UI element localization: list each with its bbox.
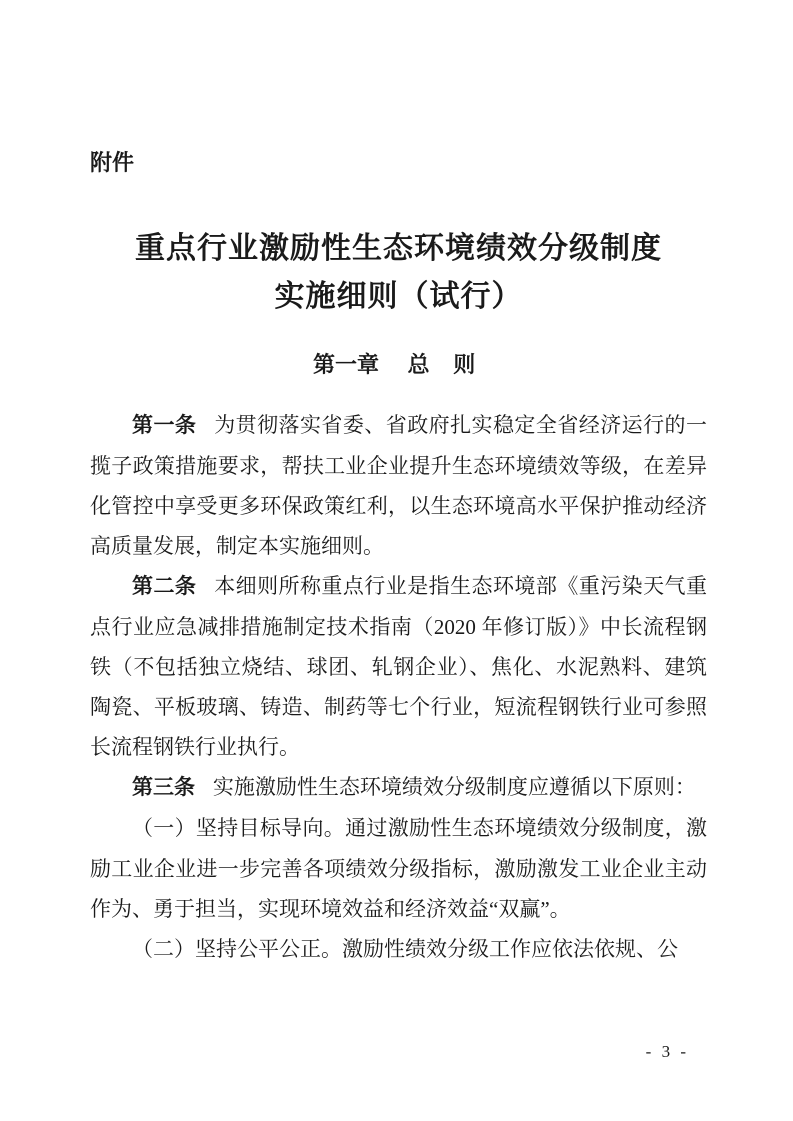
paragraph-article-3 [90, 767, 707, 808]
principle-1-text: （一）坚持目标导向。通过激励性生态环境绩效分级制度，激励工业企业进一步完善各项绩效分级指标，激励激发工业企业主动作为、勇于担当，实现环境效益和经济效益“双赢”。 [90, 816, 707, 921]
article-2-label: 第二条 [132, 575, 197, 598]
paragraph-article-1 [90, 405, 707, 566]
document-title-line2: 实施细则（试行） [274, 280, 523, 313]
document-body [90, 405, 707, 970]
paragraph-principle-2 [90, 929, 707, 970]
article-1-text: 为贯彻落实省委、省政府扎实稳定全省经济运行的一揽子政策措施要求，帮扶工业企业提升生态环境绩效等级，在差异化管控中享受更多环保政策红利，以生态环境高水平保护推动经济高质量发展，制定本实施细则。 [90, 413, 708, 558]
article-1-label: 第一条 [132, 414, 197, 437]
article-2-text: 本细则所称重点行业是指生态环境部《重污染天气重点行业应急减排措施制定技术指南（2020 年修订版）》中长流程钢铁（不包括独立烧结、球团、轧钢企业）、焦化、水泥熟料、建筑陶瓷、平板玻璃、铸造、制药等七个行业，短流程钢铁行业可参照长流程钢铁行业执行。 [90, 574, 708, 759]
paragraph-principle-1 [90, 808, 707, 929]
chapter-heading [90, 349, 707, 381]
page-number: - 3 - [645, 1042, 689, 1061]
document-title [90, 225, 707, 321]
document-title-line1: 重点行业激励性生态环境绩效分级制度 [135, 232, 662, 265]
article-3-text: 实施激励性生态环境绩效分级制度应遵循以下原则： [212, 775, 696, 799]
chapter-name: 总 则 [407, 352, 485, 377]
paragraph-article-2 [90, 566, 707, 767]
principle-2-text: （二）坚持公平公正。激励性绩效分级工作应依法依规、公 [132, 937, 678, 961]
article-3-label: 第三条 [132, 776, 195, 799]
chapter-number: 第一章 [312, 352, 379, 377]
attachment-label: 附件 [90, 150, 135, 175]
